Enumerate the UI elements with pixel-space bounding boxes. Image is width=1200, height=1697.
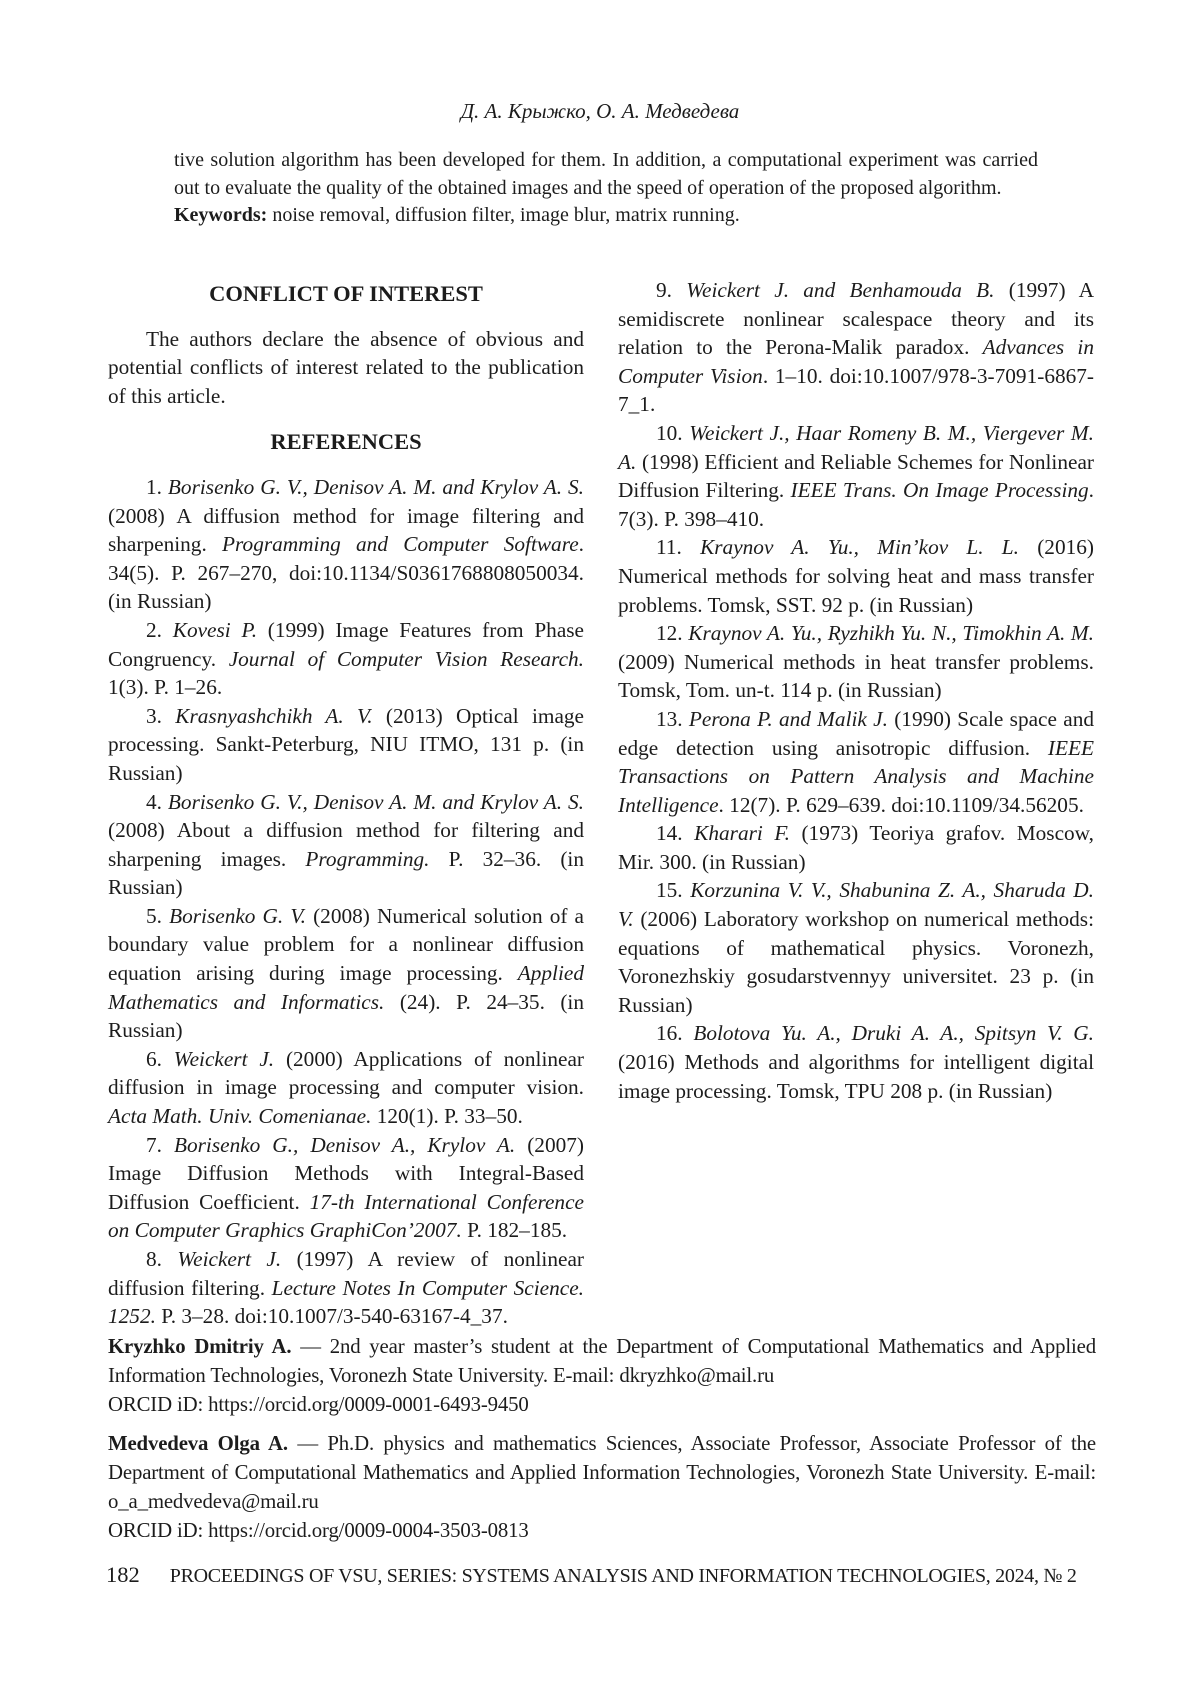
text-segment: 16. (656, 1021, 694, 1046)
text-segment: (2006) Laboratory workshop on numerical methods: equations of mathematical physics. Voronezh, Voronezhskiy gosudarstvennyy universitet. 23 p. (in Russian) (618, 907, 1094, 1017)
text-segment: 3. (146, 703, 176, 728)
text-segment: — Ph.D. physics and mathematics Sciences, Associate Professor, Associate Professor of the Department of Computational Mathematics and Applied Information Technologies, Voronezh State University. E-mail: o_a_medvedeva@mail.ru (108, 1432, 1096, 1513)
text-segment: Journal of Computer Vision Research. (228, 646, 584, 671)
text-segment: (2000) Applications of nonlinear diffusion in image processing and computer vision. (108, 1046, 585, 1100)
text-segment: Lecture Notes In Computer Science. 1252. (108, 1275, 584, 1329)
text-segment: (2016) Numerical methods for solving heat and mass transfer problems. Tomsk, SST. 92 p. (in Russian) (618, 535, 1094, 617)
text-segment: Applied Mathematics and Informatics. (108, 961, 584, 1014)
text-segment: 5. (146, 903, 170, 928)
text-segment: P. 3–28. doi:10.1007/3-540-63167-4_37. (155, 1304, 508, 1329)
reference-item-1 (108, 473, 584, 616)
text-segment: (2007) Image Diffusion Methods with Integral-Based Diffusion Coefficient. (108, 1132, 584, 1214)
text-segment: 12. (656, 621, 689, 646)
text-segment: Kryzhko Dmitriy A. (108, 1335, 292, 1358)
text-segment: 8. (146, 1247, 178, 1271)
text-segment: Borisenko G. V., Denisov A. M. and Krylov A. S. (167, 789, 585, 814)
author-bio-text (108, 1429, 1096, 1516)
text-segment: IEEE Transactions on Pattern Analysis and Machine Intelligence (618, 735, 1094, 817)
references-heading: REFERENCES (270, 429, 422, 455)
text-segment: 17-th International Conference on Computer Graphics GraphiCon’2007. (108, 1189, 584, 1243)
abstract-block (174, 147, 1038, 230)
text-segment: Kraynov A. Yu., Ryzhikh Yu. N., Timokhin A. M. (688, 621, 1094, 646)
text-segment: P. 182–185. (461, 1218, 568, 1243)
reference-item-12 (618, 619, 1094, 705)
text-segment: Weickert J. (173, 1046, 275, 1071)
text-segment: Programming. (305, 846, 430, 871)
text-segment: (1998) Efficient and Reliable Schemes for Nonlinear Diffusion Filtering. (618, 449, 1094, 503)
text-segment: 1. (146, 474, 168, 499)
text-segment: Krasnyashchikh A. V. (175, 703, 373, 728)
text-segment: . 12(7). P. 629–639. doi:10.1109/34.56205. (718, 792, 1084, 817)
text-segment: (2008) A diffusion method for image filtering and sharpening. (108, 503, 584, 557)
text-segment: Programming and Computer Software (222, 532, 579, 557)
text-segment: (2008) About a diffusion method for filtering and sharpening images. (108, 818, 584, 871)
page-footer (106, 1562, 1096, 1588)
text-segment: P. 32–36. (in Russian) (108, 846, 584, 900)
conflict-of-interest-text: The authors declare the absence of obvious and potential conflicts of interest related to the publication of this article. (108, 326, 584, 408)
reference-item-15 (618, 876, 1094, 1019)
text-segment: Medvedeva Olga A. (108, 1432, 288, 1455)
text-segment: 6. (146, 1046, 174, 1071)
reference-item-16 (618, 1019, 1094, 1105)
text-segment: Kovesi P. (172, 617, 258, 642)
text-segment: Weickert J., Haar Romeny B. M., Viergever M. A. (618, 420, 1094, 474)
text-segment: 120(1). P. 33–50. (371, 1104, 523, 1129)
text-segment: Borisenko G. V. (169, 903, 306, 928)
text-segment: Kharari F. (694, 821, 790, 846)
text-segment: 11. (656, 535, 701, 560)
author-bio-kryzhko (108, 1332, 1096, 1419)
reference-item-14 (618, 819, 1094, 876)
text-segment: IEEE Trans. On Image Processing (790, 478, 1089, 503)
reference-item-2 (108, 616, 584, 702)
author-bio-medvedeva (108, 1429, 1096, 1545)
orcid-line: ORCID iD: https://orcid.org/0009-0004-3503-0813 (108, 1519, 529, 1542)
text-segment: Borisenko G., Denisov A., Krylov A. (173, 1132, 516, 1157)
text-segment: 4. (146, 789, 168, 814)
reference-item-7 (108, 1131, 584, 1245)
text-segment: 14. (656, 821, 695, 846)
text-segment: Kraynov A. Yu., Min’kov L. L. (700, 535, 1019, 560)
text-segment: 7. (146, 1132, 174, 1157)
text-segment: (1997) A semidiscrete nonlinear scalespace theory and its relation to the Perona-Malik paradox. (618, 278, 1095, 360)
conflict-of-interest-heading: CONFLICT OF INTEREST (209, 281, 483, 306)
text-segment: (1999) Image Features from Phase Congruency. (108, 617, 585, 671)
left-column (108, 276, 584, 1331)
reference-item-11 (618, 533, 1094, 619)
text-segment: 10. (656, 420, 690, 445)
text-segment: (2009) Numerical methods in heat transfer problems. Tomsk, Tom. un-t. 114 p. (in Russian) (618, 649, 1094, 703)
text-segment: — 2nd year master’s student at the Department of Computational Mathematics and Applied Information Technologies, Voronezh State University. E-mail: dkryzhko@mail.ru (108, 1335, 1096, 1387)
running-head-authors: Д. А. Крыжко, О. А. Медведева (460, 99, 740, 123)
text-segment: Keywords: (174, 204, 268, 227)
text-segment: Weickert J. and Benhamouda B. (686, 278, 995, 302)
reference-item-6 (108, 1045, 584, 1131)
text-segment: 15. (656, 878, 691, 903)
reference-item-9 (618, 276, 1094, 419)
right-column (618, 276, 1094, 1331)
text-segment: (2008) Numerical solution of a boundary value problem for a nonlinear diffusion equation arising during image processing. (108, 903, 585, 986)
text-segment: Perona P. and Malik J. (688, 706, 888, 731)
references-section (108, 276, 1094, 1331)
reference-item-13 (618, 705, 1094, 819)
text-segment: (1990) Scale space and edge detection using anisotropic diffusion. (618, 706, 1094, 760)
text-segment: (24). P. 24–35. (in Russian) (108, 989, 584, 1043)
text-segment: 2. (146, 617, 173, 642)
reference-item-8 (108, 1245, 584, 1331)
text-segment: 1(3). P. 1–26. (108, 675, 223, 700)
text-segment: (1973) Teoriya grafov. Moscow, Mir. 300. (in Russian) (618, 821, 1094, 874)
text-segment: (2013) Optical image processing. Sankt-Peterburg, NIU ITMO, 131 p. (in Russian) (108, 703, 584, 785)
text-segment: Acta Math. Univ. Comenianae. (108, 1104, 372, 1129)
author-bios (108, 1332, 1096, 1555)
text-segment: Bolotova Yu. A., Druki A. A., Spitsyn V. G. (693, 1021, 1094, 1046)
orcid-line: ORCID iD: https://orcid.org/0009-0001-6493-9450 (108, 1393, 529, 1416)
reference-item-4 (108, 788, 584, 902)
text-segment: Advances in Computer Vision (618, 335, 1094, 388)
reference-item-3 (108, 702, 584, 788)
keywords-line (174, 202, 1038, 230)
text-segment: (2016) Methods and algorithms for intelligent digital image processing. Tomsk, TPU 208 p. (in Russian) (618, 1050, 1094, 1103)
text-segment: 9. (656, 278, 687, 302)
text-segment: . 1–10. doi:10.1007/978-3-7091-6867-7_1. (618, 363, 1095, 417)
page-number: 182 (106, 1562, 140, 1587)
text-segment: . 7(3). P. 398–410. (618, 478, 1094, 531)
text-segment: Korzunina V. V., Shabunina Z. A., Sharuda D. V. (618, 878, 1094, 932)
journal-title: PROCEEDINGS OF VSU, SERIES: SYSTEMS ANALYSIS AND INFORMATION TECHNOLOGIES, 2024, № 2 (169, 1565, 1077, 1587)
text-segment: Weickert J. (177, 1247, 282, 1271)
text-segment: noise removal, diffusion filter, image blur, matrix running. (267, 204, 740, 227)
author-bio-text (108, 1332, 1096, 1390)
text-segment: 13. (656, 706, 689, 731)
text-segment: . 34(5). P. 267–270, doi:10.1134/S0361768808050034. (in Russian) (108, 532, 584, 614)
reference-item-10 (618, 419, 1094, 533)
reference-item-5 (108, 902, 584, 1045)
abstract-text: tive solution algorithm has been developed for them. In addition, a computational experiment was carried out to evaluate the quality of the obtained images and the speed of operation of the proposed algorithm. (174, 149, 1038, 199)
text-segment: (1997) A review of nonlinear diffusion filtering. (108, 1247, 584, 1300)
text-segment: Borisenko G. V., Denisov A. M. and Krylov A. S. (167, 474, 585, 499)
